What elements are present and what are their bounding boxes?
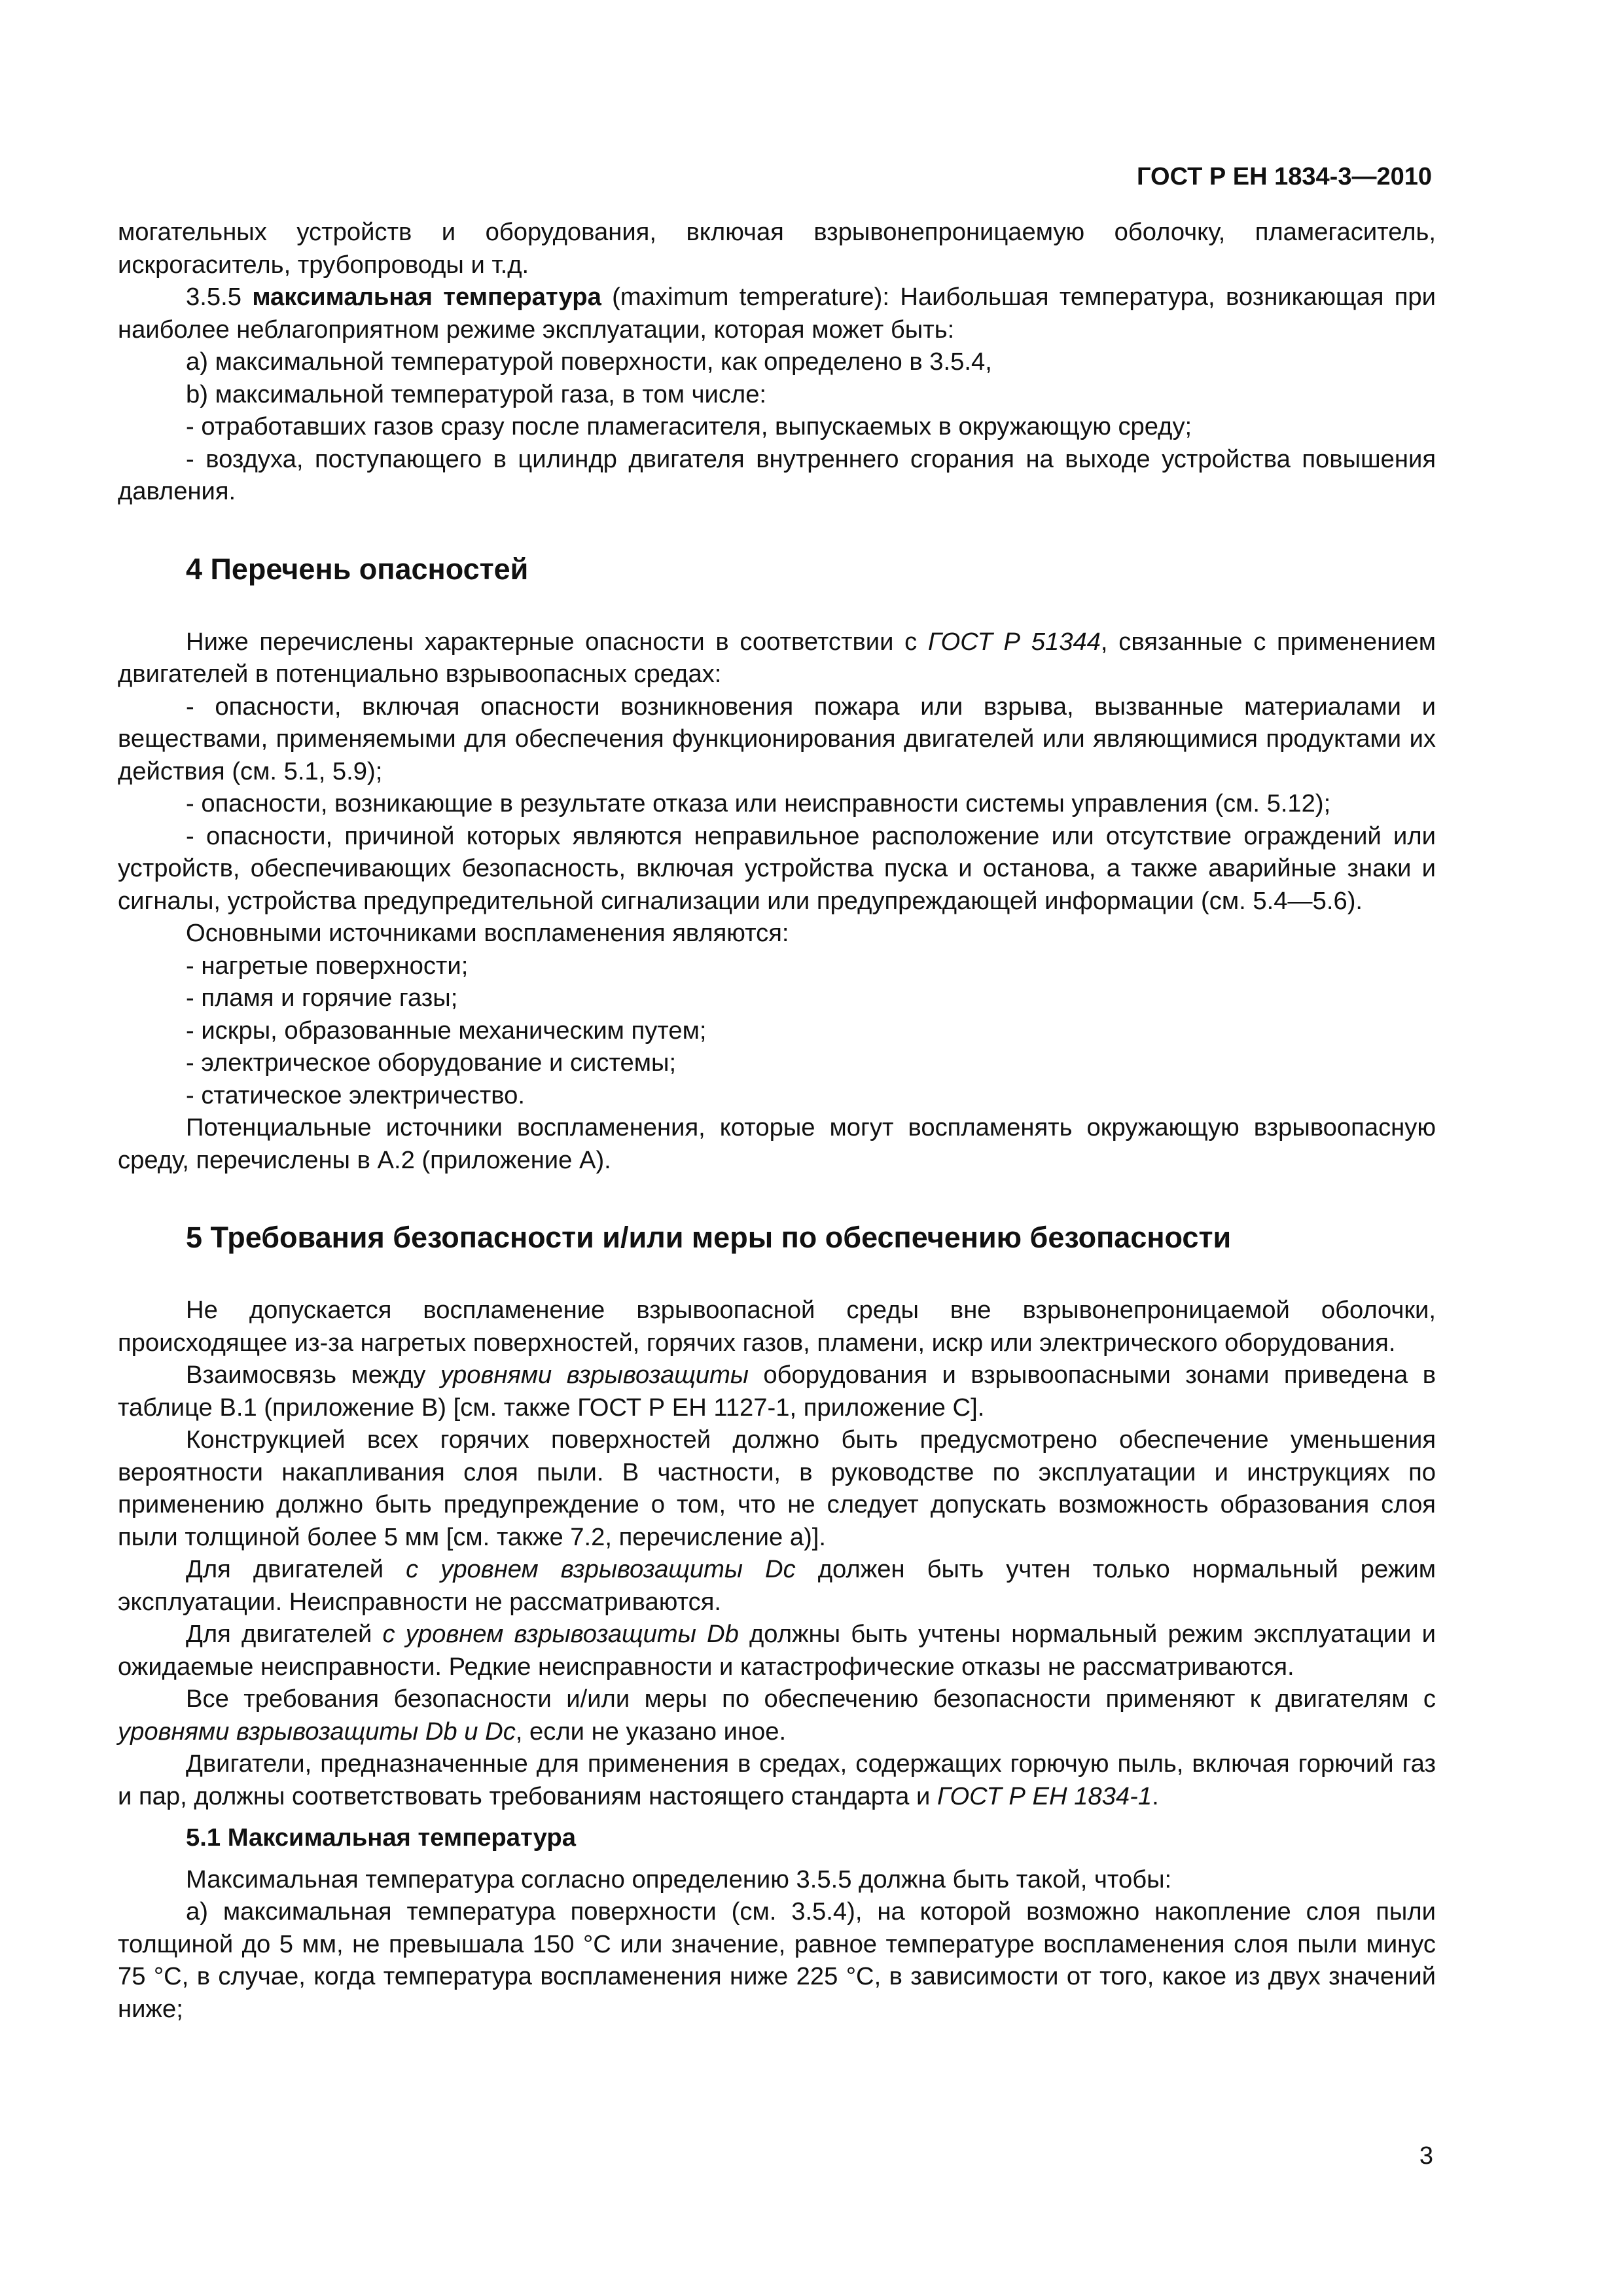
- paragraph: [118, 626, 1436, 691]
- text-run: , если не указано иное.: [515, 1717, 787, 1746]
- defined-term: максимальная температура: [252, 283, 601, 311]
- list-item-dash: - воздуха, поступающего в цилиндр двигателя внутреннего сгорания на выходе устройства повышения давления.: [118, 444, 1436, 505]
- paragraph: Максимальная температура согласно определению 3.5.5 должна быть такой, чтобы:: [186, 1865, 1172, 1893]
- standard-reference: ГОСТ Р 51344: [927, 627, 1101, 656]
- page-number: 3: [1419, 2142, 1433, 2170]
- list-item-dash: - опасности, включая опасности возникновения пожара или взрыва, вызванные материалами и веществами, применяемыми для обеспечения функционирования двигателей или являющимися продуктами их действия (см. 5.1, 5.9);: [118, 692, 1436, 785]
- text-run: , связанные с применением двигателей в потенциально взрывоопасных средах:: [118, 627, 1436, 688]
- list-item-dash: - искры, образованные механическим путем;: [186, 1016, 707, 1045]
- document-header-standard-id: ГОСТ Р ЕН 1834-3—2010: [1137, 163, 1432, 190]
- paragraph: Конструкцией всех горячих поверхностей должно быть предусмотрено обеспечение уменьшения вероятности накапливания слоя пыли. В частности, в руководстве по эксплуатации и инструкциях по применению должно быть предупреждение о том, что не следует допускать возможность образования слоя пыли толщиной более 5 мм [см. также 7.2, перечисление а)].: [118, 1426, 1436, 1551]
- emphasis: уровнями взрывозащиты Db и Dc: [118, 1717, 516, 1746]
- text-run: Взаимосвязь между: [186, 1361, 440, 1389]
- text-run: Для двигателей: [186, 1620, 383, 1648]
- list-item-a: а) максимальная температура поверхности (см. 3.5.4), на которой возможно накопление слоя пыли толщиной до 5 мм, не превышала 150 °C или значение, равное температуре воспламенения слоя пыли минус 75 °C, в случае, когда температура воспламенения ниже 225 °C, в зависимости от того, какое из двух значений ниже;: [118, 1897, 1436, 2023]
- definition-text: (maximum temperature): Наибольшая температура, возникающая при наиболее неблагоприятном режиме эксплуатации, которая может быть:: [118, 283, 1436, 344]
- subsection-heading-5-1: 5.1 Максимальная температура: [186, 1823, 576, 1852]
- text-run: Все требования безопасности и/или меры по обеспечению безопасности применяют к двигателям с: [186, 1685, 1436, 1713]
- list-item-dash: - статическое электричество.: [186, 1081, 525, 1109]
- list-item-dash: - пламя и горячие газы;: [186, 984, 458, 1012]
- text-run: Для двигателей: [186, 1555, 406, 1583]
- list-item-dash: - опасности, возникающие в результате отказа или неисправности системы управления (см. 5.12);: [186, 789, 1331, 817]
- text-run: Двигатели, предназначенные для применения в средах, содержащих горючую пыль, включая горючий газ и пар, должны соответствовать требованиям настоящего стандарта и: [118, 1749, 1436, 1810]
- definition-3-5-5: [118, 281, 1436, 346]
- page-body: [118, 216, 1436, 2025]
- section-heading-5: 5 Требования безопасности и/или меры по обеспечению безопасности: [186, 1221, 1232, 1254]
- emphasis: с уровнем взрывозащиты Db: [382, 1620, 739, 1648]
- standard-reference: ГОСТ Р ЕН 1834-1: [936, 1782, 1152, 1810]
- paragraph: [118, 1359, 1436, 1424]
- list-item-b: b) максимальной температурой газа, в том числе:: [186, 380, 767, 408]
- list-item-dash: - электрическое оборудование и системы;: [186, 1049, 677, 1077]
- paragraph: Основными источниками воспламенения являются:: [186, 919, 789, 947]
- text-run: оборудования и взрывоопасными зонами приведена в таблице В.1 (приложение В) [см. также ГОСТ Р ЕН 1127-1, приложение С].: [118, 1361, 1436, 1422]
- list-item-dash: - отработавших газов сразу после пламегасителя, выпускаемых в окружающую среду;: [186, 412, 1192, 440]
- section-heading-4: 4 Перечень опасностей: [186, 552, 529, 586]
- paragraph: Не допускается воспламенение взрывоопасной среды вне взрывонепроницаемой оболочки, происходящее из-за нагретых поверхностей, горячих газов, пламени, искр или электрического оборудования.: [118, 1296, 1436, 1357]
- clause-number: 3.5.5: [186, 283, 253, 311]
- text-run: .: [1152, 1782, 1159, 1810]
- emphasis: уровнями взрывозащиты: [440, 1361, 749, 1389]
- list-item-a: a) максимальной температурой поверхности, как определено в 3.5.4,: [186, 348, 992, 376]
- emphasis: с уровнем взрывозащиты Dc: [406, 1555, 796, 1583]
- text-run: должны быть учтены нормальный режим эксплуатации и ожидаемые неисправности. Редкие неисправности и катастрофические отказы не рассматриваются.: [118, 1620, 1436, 1681]
- text-run: Ниже перечислены характерные опасности в соответствии с: [186, 627, 928, 656]
- list-item-dash: - опасности, причиной которых являются неправильное расположение или отсутствие ограждений или устройств, обеспечивающих безопасность, включая устройства пуска и останова, а также аварийные знаки и сигналы, устройства предупредительной сигнализации или предупреждающей информации (см. 5.4—5.6).: [118, 821, 1436, 915]
- paragraph: [118, 1683, 1436, 1748]
- list-item-dash: - нагретые поверхности;: [186, 951, 469, 980]
- paragraph: Потенциальные источники воспламенения, которые могут воспламенять окружающую взрывоопасную среду, перечислены в А.2 (приложение А).: [118, 1113, 1436, 1174]
- paragraph-continuation: могательных устройств и оборудования, включая взрывонепроницаемую оболочку, пламегаситель, искрогаситель, трубопроводы и т.д.: [118, 218, 1436, 279]
- paragraph: [118, 1748, 1436, 1812]
- text-run: должен быть учтен только нормальный режим эксплуатации. Неисправности не рассматриваются.: [118, 1555, 1436, 1616]
- paragraph: [118, 1553, 1436, 1618]
- paragraph: [118, 1618, 1436, 1683]
